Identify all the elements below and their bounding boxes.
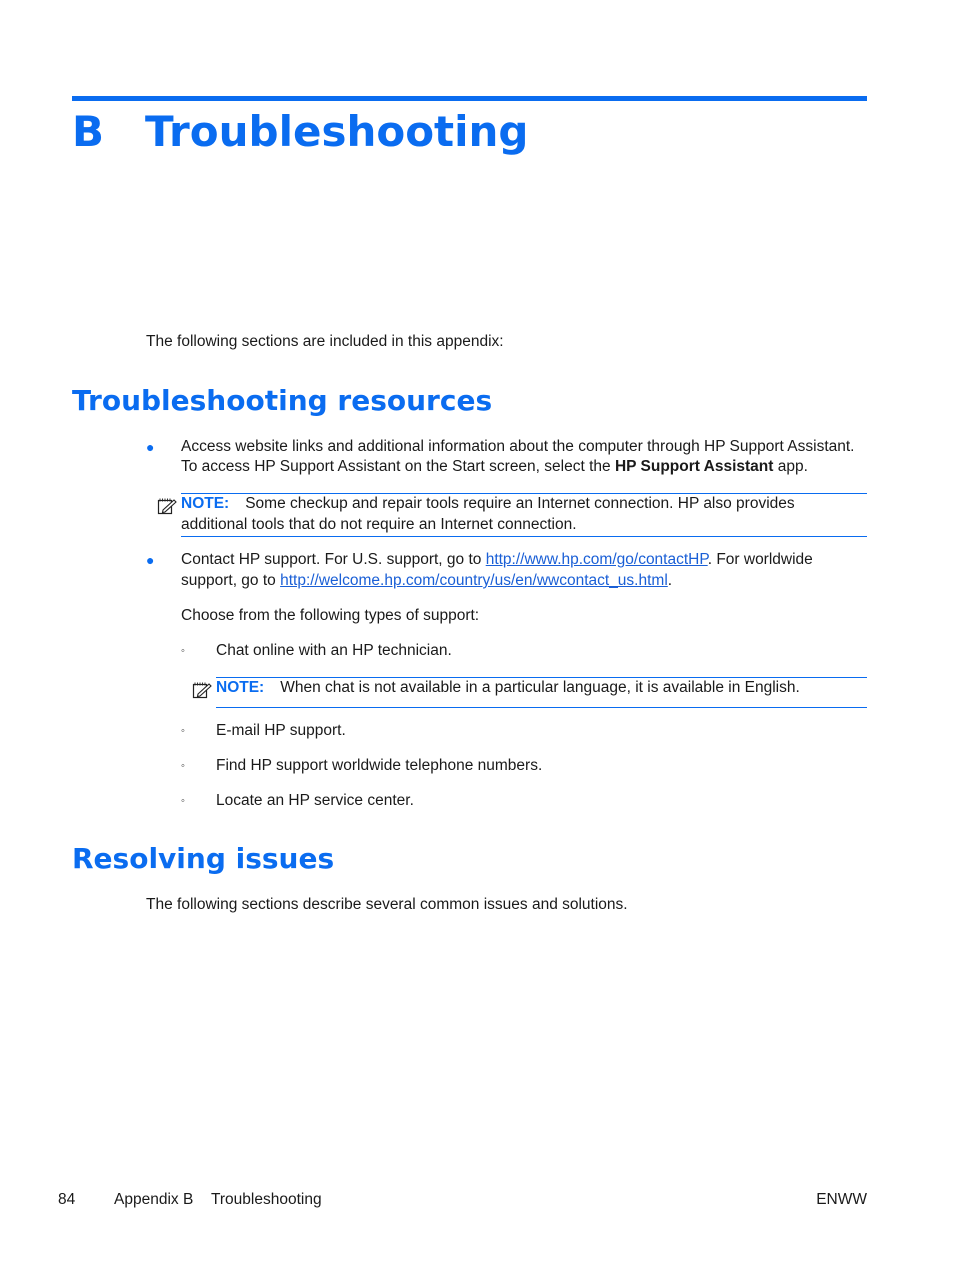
chapter-name: Troubleshooting: [145, 107, 529, 156]
section-heading-resolving: Resolving issues: [72, 842, 335, 875]
note1-text-line1: Some checkup and repair tools require an Internet connection. HP also provides: [245, 495, 795, 512]
sub-item-phone: Find HP support worldwide telephone numbers.: [216, 757, 543, 774]
note1-line1: [181, 494, 795, 514]
sub-item-email: E-mail HP support.: [216, 722, 346, 739]
note2-line: [216, 678, 800, 698]
bullet1-line2-post: app.: [773, 458, 808, 475]
section-heading-resources: Troubleshooting resources: [72, 384, 493, 417]
chapter-letter: B: [72, 107, 105, 156]
note2-text: When chat is not available in a particular language, it is available in English.: [280, 679, 800, 696]
note-label: NOTE:: [181, 495, 230, 512]
chapter-title: [72, 104, 529, 160]
hp-support-assistant-bold: HP Support Assistant: [614, 458, 774, 475]
wwcontact-link[interactable]: http://welcome.hp.com/country/us/en/wwcontact_us.html: [280, 572, 668, 589]
note-label: NOTE:: [216, 679, 265, 696]
sub-bullet-marker: ◦: [181, 760, 185, 772]
bullet2-line2-pre: support, go to: [181, 572, 281, 589]
resolving-text: The following sections describe several common issues and solutions.: [146, 896, 628, 913]
intro-text: The following sections are included in this appendix:: [146, 333, 504, 350]
bullet2-line2-post: .: [667, 572, 673, 589]
note-pad-icon: [192, 681, 212, 699]
bullet1-line2: [181, 457, 808, 477]
sub-bullet-marker: ◦: [181, 725, 185, 737]
footer-appendix: Appendix B: [114, 1191, 194, 1208]
bullet2-line1-post: . For worldwide: [707, 551, 813, 568]
sub-item-service-center: Locate an HP service center.: [216, 792, 414, 809]
note1-line2: additional tools that do not require an Internet connection.: [181, 516, 577, 533]
page-number: 84: [58, 1191, 76, 1208]
bullet1-line1: Access website links and additional information about the computer through HP Support Assistant.: [181, 438, 855, 455]
footer-chapter: Troubleshooting: [211, 1191, 322, 1208]
note-pad-icon: [157, 497, 177, 515]
bullet-marker: ●: [146, 552, 155, 568]
top-rule: [72, 96, 867, 101]
contact-hp-link[interactable]: http://www.hp.com/go/contactHP: [485, 551, 708, 568]
sub-bullet-marker: ◦: [181, 795, 185, 807]
bullet2-line1-pre: Contact HP support. For U.S. support, go to: [181, 551, 486, 568]
bullet-marker: ●: [146, 439, 155, 455]
sub-bullet-marker: ◦: [181, 645, 185, 657]
bullet2-line2: [181, 571, 672, 591]
footer-code: ENWW: [816, 1191, 867, 1208]
bullet2-line1: [181, 550, 813, 570]
sub-item-chat: Chat online with an HP technician.: [216, 642, 452, 659]
choose-text: Choose from the following types of support:: [181, 607, 480, 624]
bullet1-line2-pre: To access HP Support Assistant on the Start screen, select the: [181, 458, 615, 475]
